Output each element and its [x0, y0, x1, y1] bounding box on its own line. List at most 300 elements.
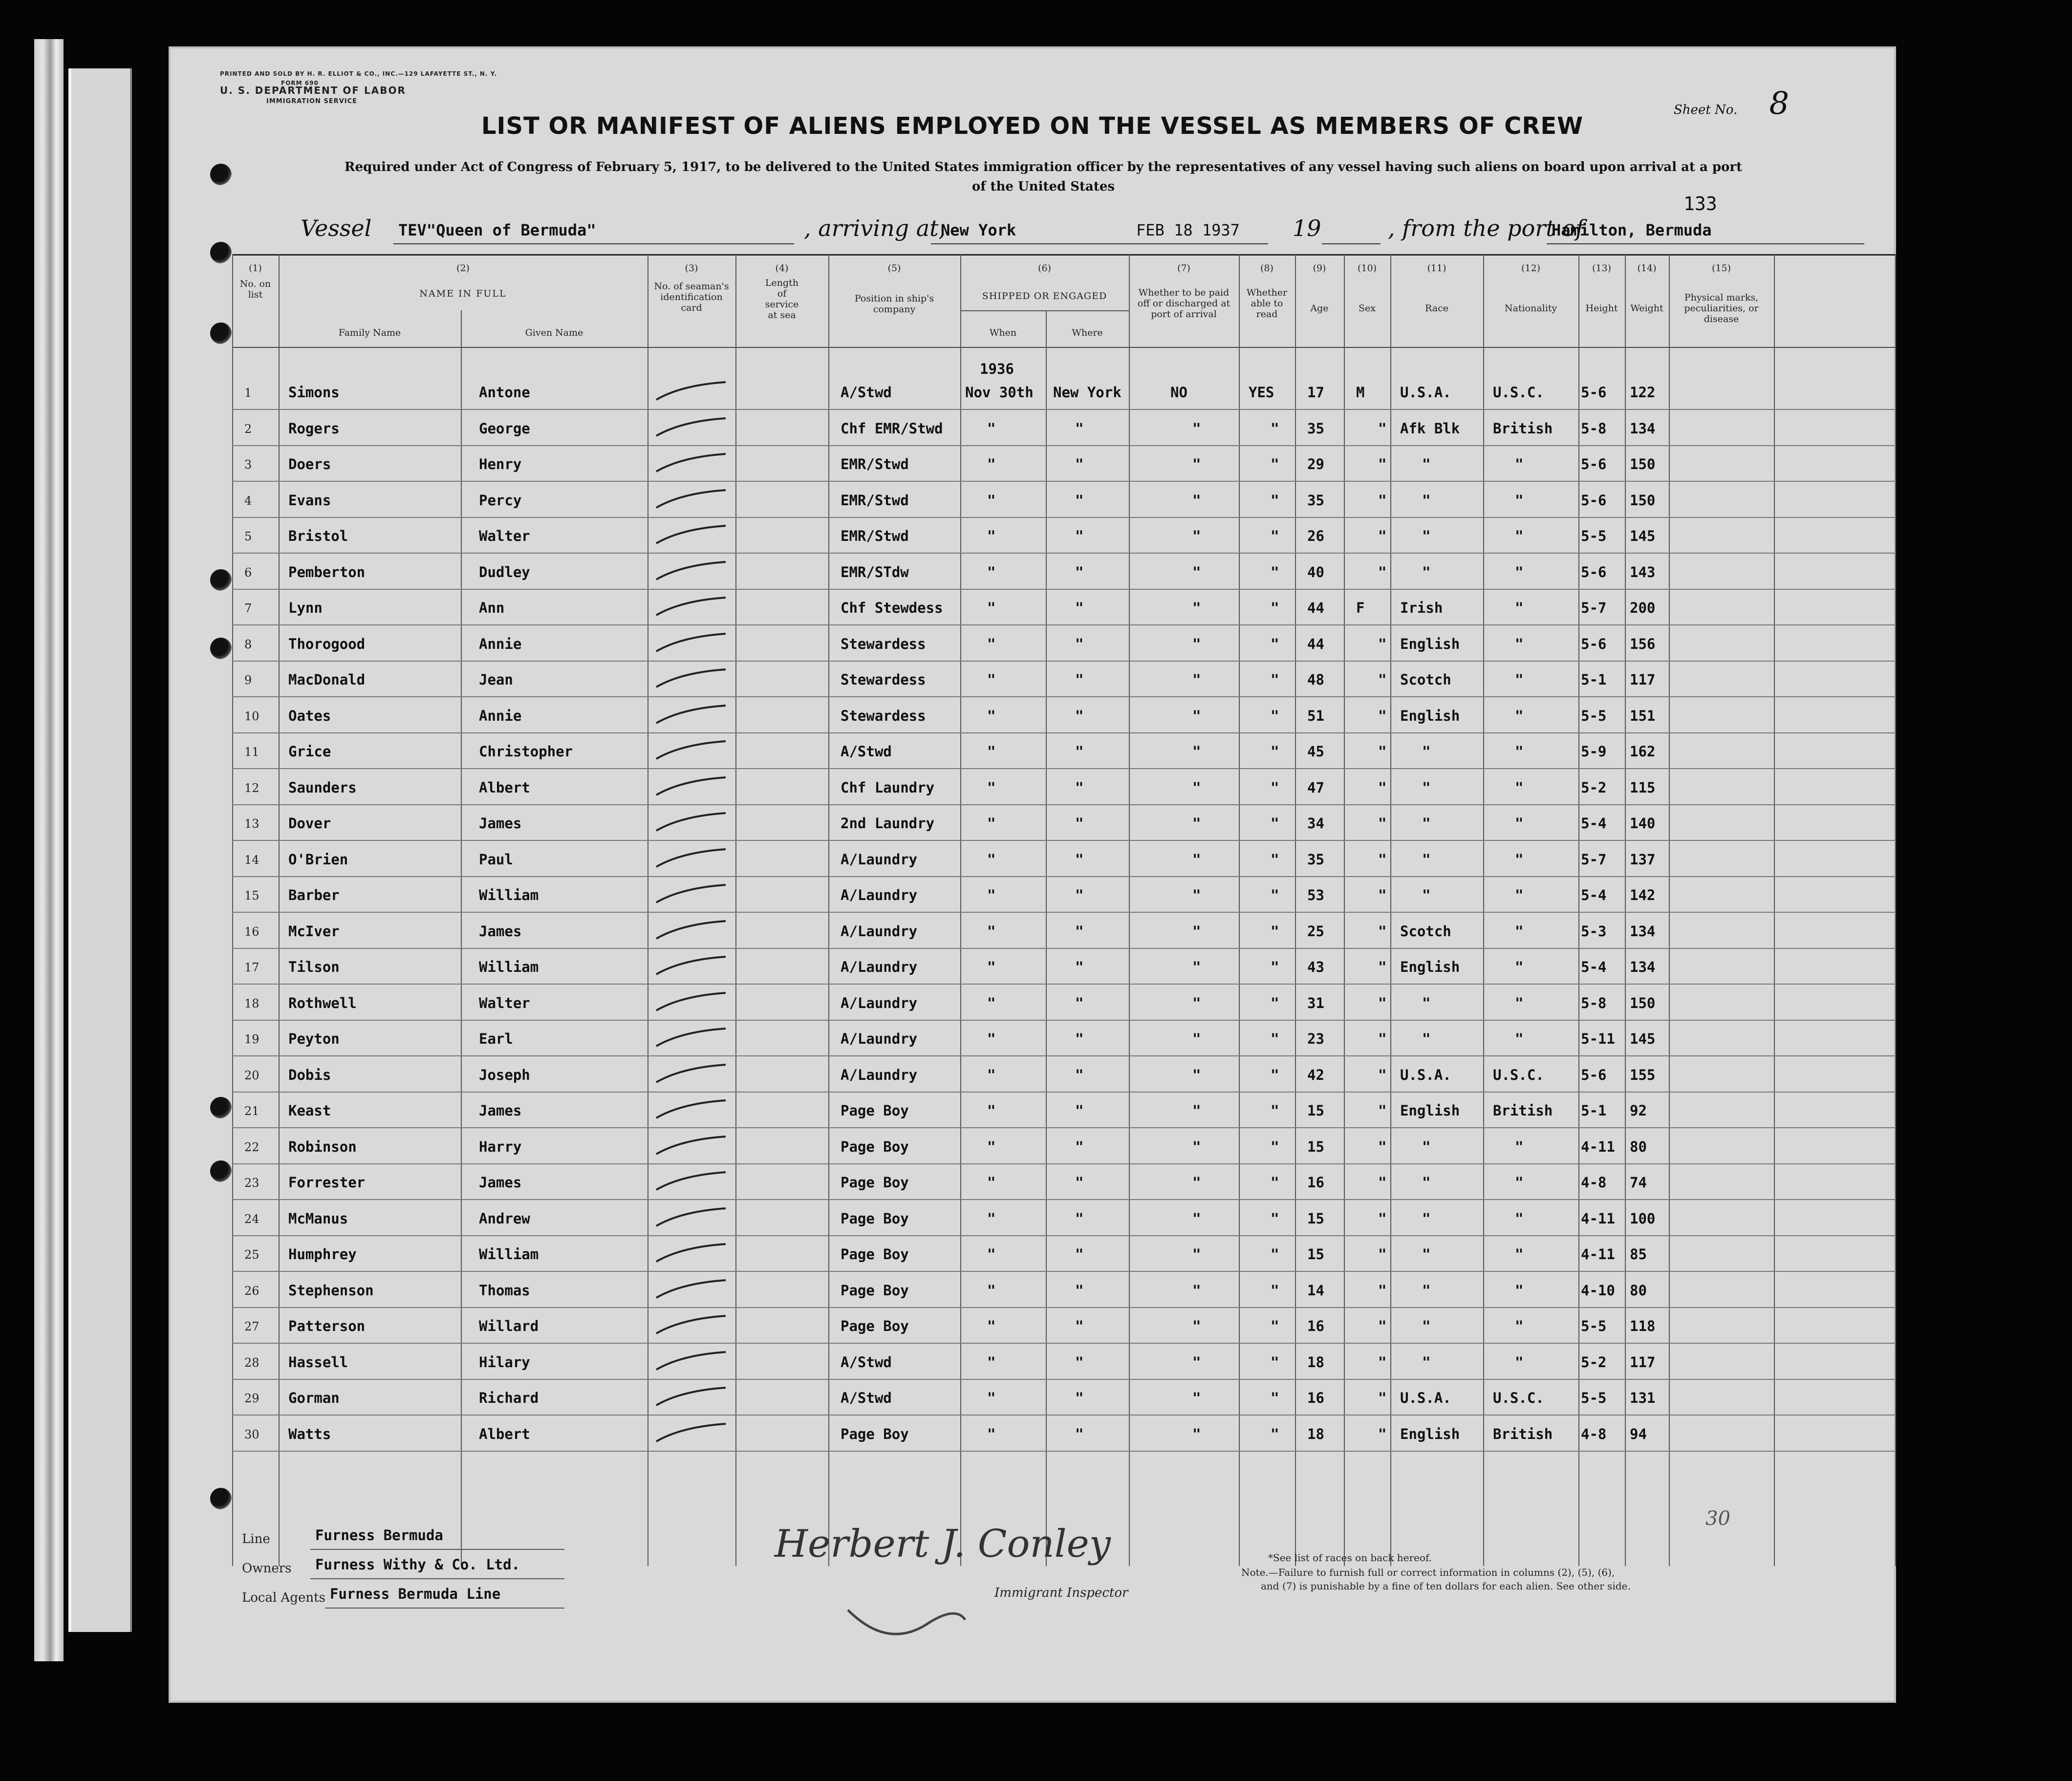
cell-no: 5	[244, 530, 252, 543]
owners-label: Owners	[242, 1561, 292, 1576]
cell-read: "	[1271, 1282, 1279, 1299]
cell-height: 4-8	[1581, 1425, 1607, 1442]
checkmark-stroke-icon	[652, 1096, 735, 1121]
cell-sex: "	[1378, 1102, 1387, 1119]
checkmark-stroke-icon	[652, 881, 735, 905]
cell-nationality: "	[1515, 1210, 1524, 1227]
cell-read: "	[1271, 1102, 1279, 1119]
cell-race: English	[1400, 707, 1460, 724]
checkmark-stroke-icon	[652, 1025, 735, 1049]
cell-race: "	[1422, 1030, 1431, 1047]
cell-sex: "	[1378, 1030, 1387, 1047]
cell-no: 8	[244, 637, 252, 651]
cell-where: New York	[1053, 384, 1122, 401]
cell-nationality: "	[1515, 671, 1524, 688]
cell-family: Hassell	[288, 1353, 348, 1371]
cell-weight: 155	[1630, 1066, 1656, 1083]
cell-position: Page Boy	[841, 1102, 909, 1119]
cell-where: "	[1075, 1174, 1084, 1191]
cell-position: Page Boy	[841, 1138, 909, 1155]
cell-given: Earl	[479, 1030, 513, 1047]
cell-where: "	[1075, 563, 1084, 580]
cell-nationality: "	[1515, 1282, 1524, 1299]
cell-when: "	[987, 671, 996, 688]
cell-read: "	[1271, 1353, 1279, 1371]
cell-position: Page Boy	[841, 1425, 909, 1442]
punch-hole-icon	[210, 242, 232, 263]
cell-race: "	[1422, 887, 1431, 903]
col12-num: (12)	[1521, 263, 1540, 274]
cell-age: 34	[1307, 815, 1324, 832]
col6-num: (6)	[1038, 263, 1051, 274]
cell-height: 5-7	[1581, 851, 1607, 868]
cell-where: "	[1075, 1210, 1084, 1227]
cell-read: "	[1271, 1138, 1279, 1155]
cell-no: 2	[244, 422, 252, 436]
cell-race: U.S.A.	[1400, 1066, 1451, 1083]
cell-nationality: U.S.C.	[1493, 1066, 1544, 1083]
cell-nationality: "	[1515, 1138, 1524, 1155]
cell-height: 5-5	[1581, 1318, 1607, 1334]
cell-sex: "	[1378, 1282, 1387, 1299]
cell-weight: 142	[1630, 887, 1656, 903]
cell-read: "	[1271, 959, 1279, 975]
table-row	[232, 634, 1896, 663]
cell-paid: "	[1192, 1353, 1201, 1371]
cell-given: Percy	[479, 492, 522, 509]
cell-age: 15	[1307, 1102, 1324, 1119]
cell-where: "	[1075, 420, 1084, 437]
cell-weight: 115	[1630, 779, 1656, 796]
cell-race: "	[1422, 456, 1431, 472]
cell-when: "	[987, 851, 996, 868]
cell-sex: "	[1378, 779, 1387, 796]
cell-position: Page Boy	[841, 1246, 909, 1263]
cell-no: 26	[244, 1284, 259, 1298]
cell-family: Saunders	[288, 779, 357, 796]
subtitle-line-2: of the United States	[971, 179, 1115, 194]
cell-where: "	[1075, 456, 1084, 472]
manifest-page	[169, 46, 1896, 1703]
table-row	[232, 490, 1896, 519]
cell-read: "	[1271, 635, 1279, 652]
cell-race: "	[1422, 1138, 1431, 1155]
checkmark-stroke-icon	[652, 450, 735, 474]
cell-where: "	[1075, 492, 1084, 509]
cell-age: 44	[1307, 600, 1324, 616]
cell-given: Walter	[479, 994, 530, 1011]
cell-weight: 162	[1630, 743, 1656, 760]
cell-when: "	[987, 1210, 996, 1227]
cell-paid: "	[1192, 1425, 1201, 1442]
cell-family: Thorogood	[288, 635, 366, 652]
cell-race: "	[1422, 492, 1431, 509]
cell-position: Stewardess	[841, 671, 926, 688]
cell-where: "	[1075, 887, 1084, 903]
checkmark-stroke-icon	[652, 809, 735, 834]
checkmark-stroke-icon	[652, 989, 735, 1013]
cell-height: 5-3	[1581, 923, 1607, 940]
col5-num: (5)	[887, 263, 901, 274]
cell-race: "	[1422, 743, 1431, 760]
cell-height: 5-6	[1581, 456, 1607, 472]
cell-where: "	[1075, 779, 1084, 796]
cell-given: James	[479, 1102, 522, 1119]
cell-height: 5-2	[1581, 1353, 1607, 1371]
cell-position: Page Boy	[841, 1282, 909, 1299]
service-label: IMMIGRATION SERVICE	[266, 98, 358, 105]
cell-nationality: "	[1515, 563, 1524, 580]
cell-no: 23	[244, 1176, 259, 1190]
cell-age: 42	[1307, 1066, 1324, 1083]
checkmark-stroke-icon	[652, 486, 735, 511]
col15-header: Physical marks, peculiarities, or disease	[1684, 292, 1759, 324]
checkmark-stroke-icon	[652, 953, 735, 977]
col7-header: Whether to be paid off or discharged at port of arrival	[1137, 287, 1230, 320]
cell-where: "	[1075, 1318, 1084, 1334]
table-row	[232, 1352, 1896, 1381]
cell-sex: "	[1378, 671, 1387, 688]
cell-paid: "	[1192, 1282, 1201, 1299]
cell-position: A/Laundry	[841, 1030, 918, 1047]
checkmark-stroke-icon	[652, 378, 735, 403]
cell-given: Annie	[479, 707, 522, 724]
cell-paid: "	[1192, 1210, 1201, 1227]
checkmark-stroke-icon	[652, 1240, 735, 1265]
cell-race: "	[1422, 1318, 1431, 1334]
cell-height: 5-1	[1581, 1102, 1607, 1119]
cell-given: Antone	[479, 384, 530, 401]
cell-height: 5-6	[1581, 563, 1607, 580]
col2-header: NAME IN FULL	[419, 288, 507, 299]
cell-height: 5-2	[1581, 779, 1607, 796]
cell-sex: "	[1378, 707, 1387, 724]
col11-header: Race	[1425, 303, 1448, 314]
cell-race: "	[1422, 528, 1431, 544]
cell-no: 6	[244, 565, 252, 579]
checkmark-stroke-icon	[652, 414, 735, 439]
cell-height: 4-11	[1581, 1138, 1615, 1155]
cell-read: "	[1271, 420, 1279, 437]
cell-height: 5-4	[1581, 887, 1607, 903]
cell-age: 53	[1307, 887, 1324, 903]
cell-age: 15	[1307, 1138, 1324, 1155]
col9-header: Age	[1310, 303, 1329, 314]
table-row	[232, 598, 1896, 627]
table-row	[232, 418, 1896, 448]
cell-given: George	[479, 420, 530, 437]
col4-header: Length of service at sea	[765, 278, 799, 321]
cell-read: "	[1271, 671, 1279, 688]
cell-sex: "	[1378, 420, 1387, 437]
table-row	[232, 741, 1896, 771]
table-row	[232, 1280, 1896, 1309]
cell-nationality: "	[1515, 851, 1524, 868]
cell-weight: 80	[1630, 1282, 1647, 1299]
cell-nationality: "	[1515, 1353, 1524, 1371]
cell-given: Andrew	[479, 1210, 530, 1227]
cell-age: 48	[1307, 671, 1324, 688]
cell-height: 5-6	[1581, 492, 1607, 509]
checkmark-stroke-icon	[652, 522, 735, 546]
checkmark-stroke-icon	[652, 1061, 735, 1085]
table-row	[232, 562, 1896, 591]
cell-when: "	[987, 923, 996, 940]
cell-read: "	[1271, 528, 1279, 544]
cell-no: 24	[244, 1212, 259, 1226]
cell-when: "	[987, 1246, 996, 1263]
checkmark-stroke-icon	[652, 917, 735, 942]
cell-no: 18	[244, 996, 259, 1010]
cell-weight: 122	[1630, 384, 1656, 401]
vessel-line	[301, 215, 1864, 249]
table-row	[232, 885, 1896, 914]
cell-height: 5-6	[1581, 384, 1607, 401]
punch-hole-icon	[210, 1097, 232, 1118]
cell-position: A/Laundry	[841, 851, 918, 868]
col13-header: Height	[1585, 303, 1618, 314]
cell-when: "	[987, 1425, 996, 1442]
cell-given: Jean	[479, 671, 513, 688]
table-row	[232, 454, 1896, 483]
cell-nationality: "	[1515, 743, 1524, 760]
col15-num: (15)	[1711, 263, 1731, 274]
cell-nationality: British	[1493, 1102, 1553, 1119]
cell-where: "	[1075, 671, 1084, 688]
cell-race: Irish	[1400, 600, 1443, 616]
cell-paid: "	[1192, 1318, 1201, 1334]
cell-sex: "	[1378, 1318, 1387, 1334]
cell-when: "	[987, 528, 996, 544]
checkmark-stroke-icon	[652, 1312, 735, 1336]
table-row	[232, 1029, 1896, 1058]
cell-read: "	[1271, 887, 1279, 903]
table-row	[232, 1172, 1896, 1202]
cell-age: 44	[1307, 635, 1324, 652]
cell-given: Willard	[479, 1318, 539, 1334]
cell-nationality: "	[1515, 600, 1524, 616]
col10-header: Sex	[1359, 303, 1376, 314]
punch-hole-icon	[210, 638, 232, 659]
checkmark-stroke-icon	[652, 845, 735, 870]
cell-position: EMR/Stwd	[841, 456, 909, 472]
cell-weight: 85	[1630, 1246, 1647, 1263]
col2b-header: Given Name	[525, 327, 583, 338]
cell-nationality: "	[1515, 1174, 1524, 1191]
checkmark-stroke-icon	[652, 1276, 735, 1301]
tally-mark: 30	[1705, 1507, 1730, 1530]
cell-position: Stewardess	[841, 635, 926, 652]
cell-height: 5-5	[1581, 528, 1607, 544]
cell-weight: 140	[1630, 815, 1656, 832]
cell-race: Scotch	[1400, 671, 1451, 688]
cell-when: "	[987, 707, 996, 724]
crew-table	[232, 254, 1896, 1566]
cell-race: U.S.A.	[1400, 1390, 1451, 1406]
cell-race: U.S.A.	[1400, 384, 1451, 401]
printer-credit: PRINTED AND SOLD BY H. R. ELLIOT & CO., INC.—129 LAFAYETTE ST., N. Y.	[220, 70, 497, 77]
cell-family: Bristol	[288, 528, 348, 544]
cell-family: O'Brien	[288, 851, 348, 868]
cell-no: 30	[244, 1427, 259, 1441]
cell-read: "	[1271, 743, 1279, 760]
cell-family: Forrester	[288, 1174, 366, 1191]
cell-family: Robinson	[288, 1138, 357, 1155]
cell-given: Annie	[479, 635, 522, 652]
cell-height: 5-5	[1581, 1390, 1607, 1406]
col6-header: SHIPPED OR ENGAGED	[982, 291, 1107, 301]
cell-no: 22	[244, 1140, 259, 1154]
department-label: U. S. DEPARTMENT OF LABOR	[220, 85, 406, 96]
cell-where: "	[1075, 959, 1084, 975]
cell-family: Rogers	[288, 420, 340, 437]
col8-num: (8)	[1260, 263, 1273, 274]
cell-paid: "	[1192, 707, 1201, 724]
cell-read: YES	[1249, 384, 1274, 401]
cell-age: 43	[1307, 959, 1324, 975]
cell-where: "	[1075, 600, 1084, 616]
cell-position: A/Laundry	[841, 887, 918, 903]
cell-no: 28	[244, 1355, 259, 1370]
cell-read: "	[1271, 1030, 1279, 1047]
cell-family: Humphrey	[288, 1246, 357, 1263]
cell-paid: "	[1192, 743, 1201, 760]
col1-header: No. on list	[239, 279, 271, 300]
checkmark-stroke-icon	[652, 630, 735, 654]
cell-age: 26	[1307, 528, 1324, 544]
cell-read: "	[1271, 1246, 1279, 1263]
table-row	[232, 669, 1896, 699]
cell-paid: "	[1192, 671, 1201, 688]
cell-given: William	[479, 887, 539, 903]
cell-when: "	[987, 420, 996, 437]
cell-height: 5-1	[1581, 671, 1607, 688]
cell-when: "	[987, 1353, 996, 1371]
cell-paid: "	[1192, 420, 1201, 437]
cell-nationality: "	[1515, 1030, 1524, 1047]
punch-hole-icon	[210, 1488, 232, 1509]
cell-height: 5-9	[1581, 743, 1607, 760]
cell-weight: 134	[1630, 959, 1656, 975]
cell-paid: "	[1192, 1138, 1201, 1155]
checkmark-stroke-icon	[652, 737, 735, 762]
cell-paid: "	[1192, 492, 1201, 509]
cell-height: 5-7	[1581, 600, 1607, 616]
cell-when: "	[987, 635, 996, 652]
cell-paid: "	[1192, 1066, 1201, 1083]
signature-flourish	[843, 1590, 970, 1649]
table-row	[232, 777, 1896, 807]
cell-read: "	[1271, 815, 1279, 832]
cell-height: 5-4	[1581, 959, 1607, 975]
table-row	[232, 1065, 1896, 1094]
punch-hole-icon	[210, 322, 232, 344]
cell-where: "	[1075, 994, 1084, 1011]
cell-read: "	[1271, 779, 1279, 796]
cell-nationality: "	[1515, 923, 1524, 940]
cell-where: "	[1075, 528, 1084, 544]
cell-family: Stephenson	[288, 1282, 374, 1299]
cell-where: "	[1075, 1138, 1084, 1155]
cell-no: 16	[244, 924, 259, 939]
cell-weight: 118	[1630, 1318, 1656, 1334]
cell-sex: "	[1378, 1066, 1387, 1083]
cell-when: "	[987, 994, 996, 1011]
col3-header: No. of seaman's identification card	[654, 281, 729, 313]
cell-family: Simons	[288, 384, 340, 401]
cell-race: English	[1400, 1102, 1460, 1119]
cell-no: 20	[244, 1068, 259, 1082]
cell-given: James	[479, 923, 522, 940]
cell-nationality: "	[1515, 635, 1524, 652]
cell-weight: 117	[1630, 1353, 1656, 1371]
cell-sex: F	[1356, 600, 1365, 616]
cell-where: "	[1075, 1353, 1084, 1371]
cell-family: Barber	[288, 887, 340, 903]
cell-height: 5-8	[1581, 420, 1607, 437]
cell-race: English	[1400, 1425, 1460, 1442]
cell-height: 5-11	[1581, 1030, 1615, 1047]
cell-read: "	[1271, 563, 1279, 580]
cell-weight: 100	[1630, 1210, 1656, 1227]
cell-given: Albert	[479, 1425, 530, 1442]
cell-sex: "	[1378, 1174, 1387, 1191]
cell-nationality: "	[1515, 1246, 1524, 1263]
checkmark-stroke-icon	[652, 1384, 735, 1408]
cell-paid: "	[1192, 923, 1201, 940]
cell-when: "	[987, 563, 996, 580]
cell-family: Keast	[288, 1102, 331, 1119]
cell-no: 7	[244, 601, 252, 615]
cell-where: "	[1075, 1390, 1084, 1406]
cell-age: 29	[1307, 456, 1324, 472]
vessel-name: TEV"Queen of Bermuda"	[398, 221, 596, 239]
arriving-port: New York	[941, 221, 1016, 239]
cell-position: Page Boy	[841, 1210, 909, 1227]
cell-family: Dover	[288, 815, 331, 832]
cell-when: "	[987, 600, 996, 616]
table-row	[232, 526, 1896, 555]
cell-sex: "	[1378, 851, 1387, 868]
binder-strip	[34, 39, 64, 1661]
cell-height: 4-8	[1581, 1174, 1607, 1191]
col10-num: (10)	[1357, 263, 1377, 274]
checkmark-stroke-icon	[652, 665, 735, 690]
cell-race: "	[1422, 779, 1431, 796]
cell-family: MacDonald	[288, 671, 366, 688]
cell-age: 35	[1307, 492, 1324, 509]
cell-race: "	[1422, 815, 1431, 832]
cell-age: 25	[1307, 923, 1324, 940]
cell-position: EMR/Stwd	[841, 528, 909, 544]
cell-sex: "	[1378, 563, 1387, 580]
year-1936: 1936	[980, 361, 1014, 377]
col14-header: Weight	[1630, 303, 1663, 314]
cell-race: "	[1422, 994, 1431, 1011]
checkmark-stroke-icon	[652, 702, 735, 726]
cell-height: 4-10	[1581, 1282, 1615, 1299]
cell-no: 27	[244, 1320, 259, 1333]
cell-weight: 80	[1630, 1138, 1647, 1155]
col6a-header: When	[989, 327, 1017, 338]
cell-sex: M	[1356, 384, 1365, 401]
cell-position: Page Boy	[841, 1174, 909, 1191]
cell-given: Albert	[479, 779, 530, 796]
cell-when: "	[987, 887, 996, 903]
inspector-signature: Herbert J. Conley	[775, 1522, 1111, 1566]
cell-weight: 137	[1630, 851, 1656, 868]
cell-age: 47	[1307, 779, 1324, 796]
